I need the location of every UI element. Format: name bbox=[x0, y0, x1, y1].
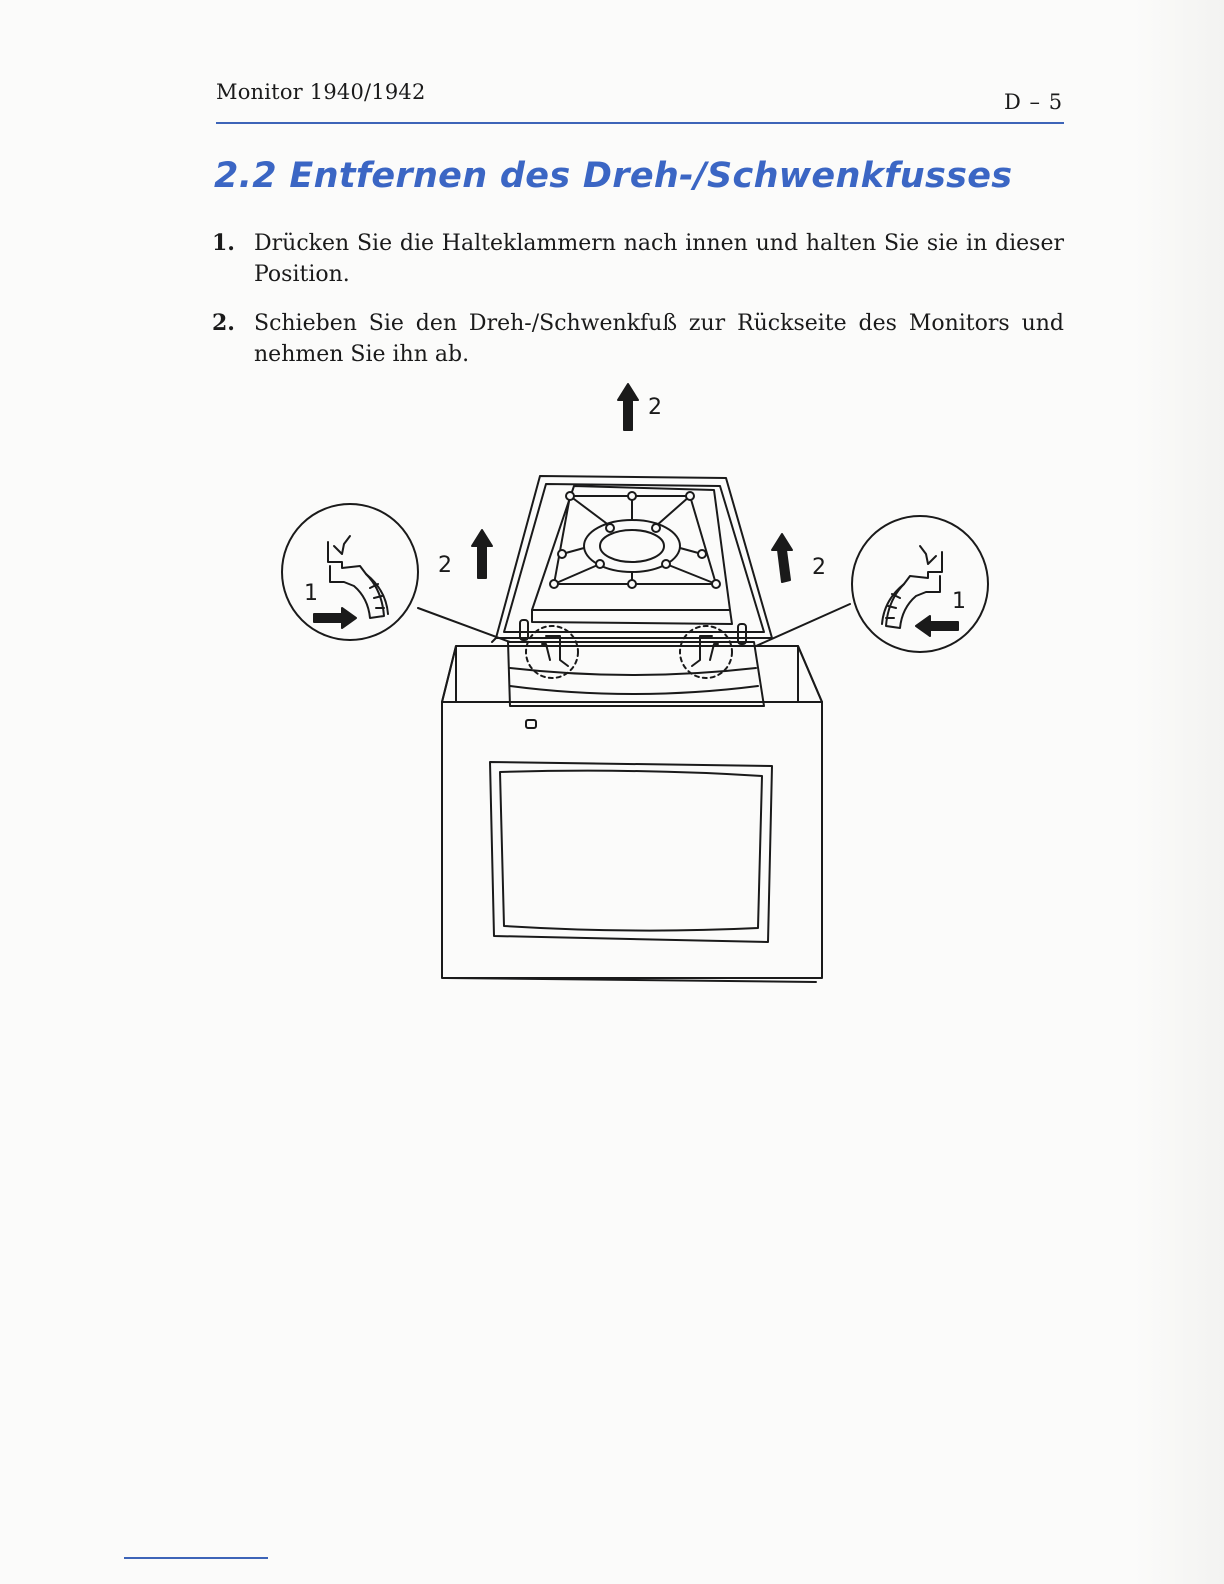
instruction-list bbox=[212, 228, 1064, 388]
footer-rule bbox=[124, 1557, 268, 1559]
section-title: 2.2 Entfernen des Dreh-/Schwenkfusses bbox=[214, 156, 1013, 196]
swivel-base bbox=[492, 476, 772, 642]
header-rule bbox=[216, 122, 1064, 124]
step-text: Drücken Sie die Halteklammern nach innen und halten Sie sie in dieser Position. bbox=[254, 231, 1064, 287]
page-number: D – 5 bbox=[1004, 90, 1064, 114]
detail-label-right: 1 bbox=[952, 589, 966, 614]
callout-line-left bbox=[418, 608, 510, 642]
step-number: 1. bbox=[212, 230, 235, 256]
slide-arrow-icon-left bbox=[472, 530, 492, 578]
detail-label-left: 1 bbox=[304, 581, 318, 606]
monitor-body bbox=[442, 620, 822, 982]
running-header-title: Monitor 1940/1942 bbox=[216, 80, 426, 104]
step-number: 2. bbox=[212, 310, 235, 336]
monitor-stand-removal-illustration bbox=[270, 376, 1000, 996]
callout-line-right bbox=[756, 604, 850, 646]
arrow-label-top: 2 bbox=[648, 395, 662, 420]
monitor-illustration-svg bbox=[270, 376, 1000, 996]
slide-arrow-icon-top bbox=[618, 384, 638, 430]
instruction-step-2 bbox=[212, 308, 1064, 370]
slide-arrow-icon-right bbox=[772, 534, 792, 582]
page-edge-shadow bbox=[1134, 0, 1224, 1584]
detail-circle-right bbox=[852, 516, 988, 652]
detail-circle-left bbox=[282, 504, 418, 640]
arrow-label-right: 2 bbox=[812, 555, 826, 580]
arrow-label-left: 2 bbox=[438, 553, 452, 578]
instruction-step-1 bbox=[212, 228, 1064, 290]
step-text: Schieben Sie den Dreh-/Schwenkfuß zur Rückseite des Monitors und nehmen Sie ihn ab. bbox=[254, 311, 1064, 367]
